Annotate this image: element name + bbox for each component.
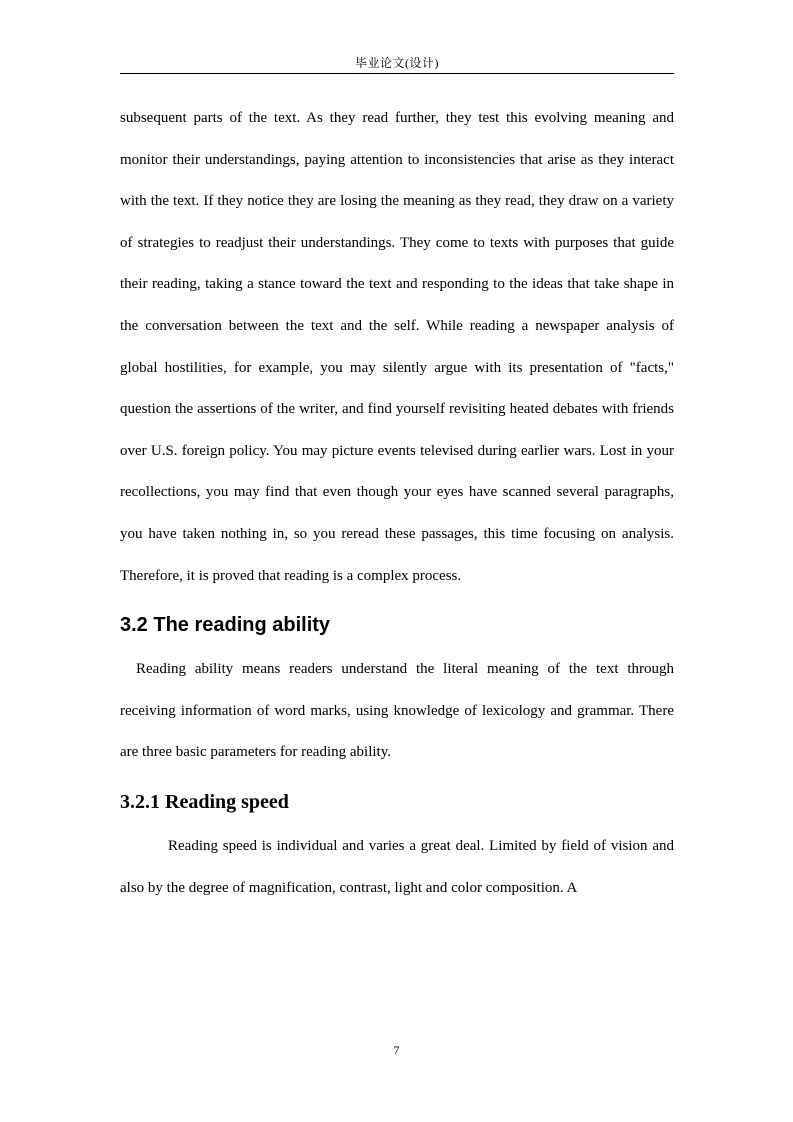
heading-3-2-reading-ability: 3.2 The reading ability	[120, 614, 331, 637]
heading-3-2-1-reading-speed: 3.2.1 Reading speed	[120, 790, 289, 813]
document-body	[120, 98, 674, 909]
paragraph-reading-ability: Reading ability means readers understand the literal meaning of the text through receiving information of word marks, using knowledge of lexicology and grammar. There are three basic parameters for reading ability.	[120, 661, 674, 761]
header-divider	[120, 73, 674, 74]
page-header-title: 毕业论文(设计)	[355, 56, 439, 70]
paragraph-reading-process: subsequent parts of the text. As they read further, they test this evolving meaning and monitor their understandings, paying attention to inconsistencies that arise as they interact with the text. If they notice they are losing the meaning as they read, they draw on a variety of strategies to readjust their understandings. They come to texts with purposes that guide their reading, taking a stance toward the text and responding to the ideas that take shape in the conversation between the text and the self. While reading a newspaper analysis of global hostilities, for example, you may silently argue with its presentation of "facts," question the assertions of the writer, and find yourself revisiting heated debates with friends over U.S. foreign policy. You may picture events televised during earlier wars. Lost in your recollections, you may find that even though your eyes have scanned several paragraphs, you have taken nothing in, so you reread these passages, this time focusing on analysis. Therefore, it is proved that reading is a complex process.	[120, 110, 674, 584]
page-number: 7	[393, 1043, 400, 1057]
paragraph-reading-speed: Reading speed is individual and varies a great deal. Limited by field of vision and also by the degree of magnification, contrast, light and color composition. A	[120, 837, 674, 896]
